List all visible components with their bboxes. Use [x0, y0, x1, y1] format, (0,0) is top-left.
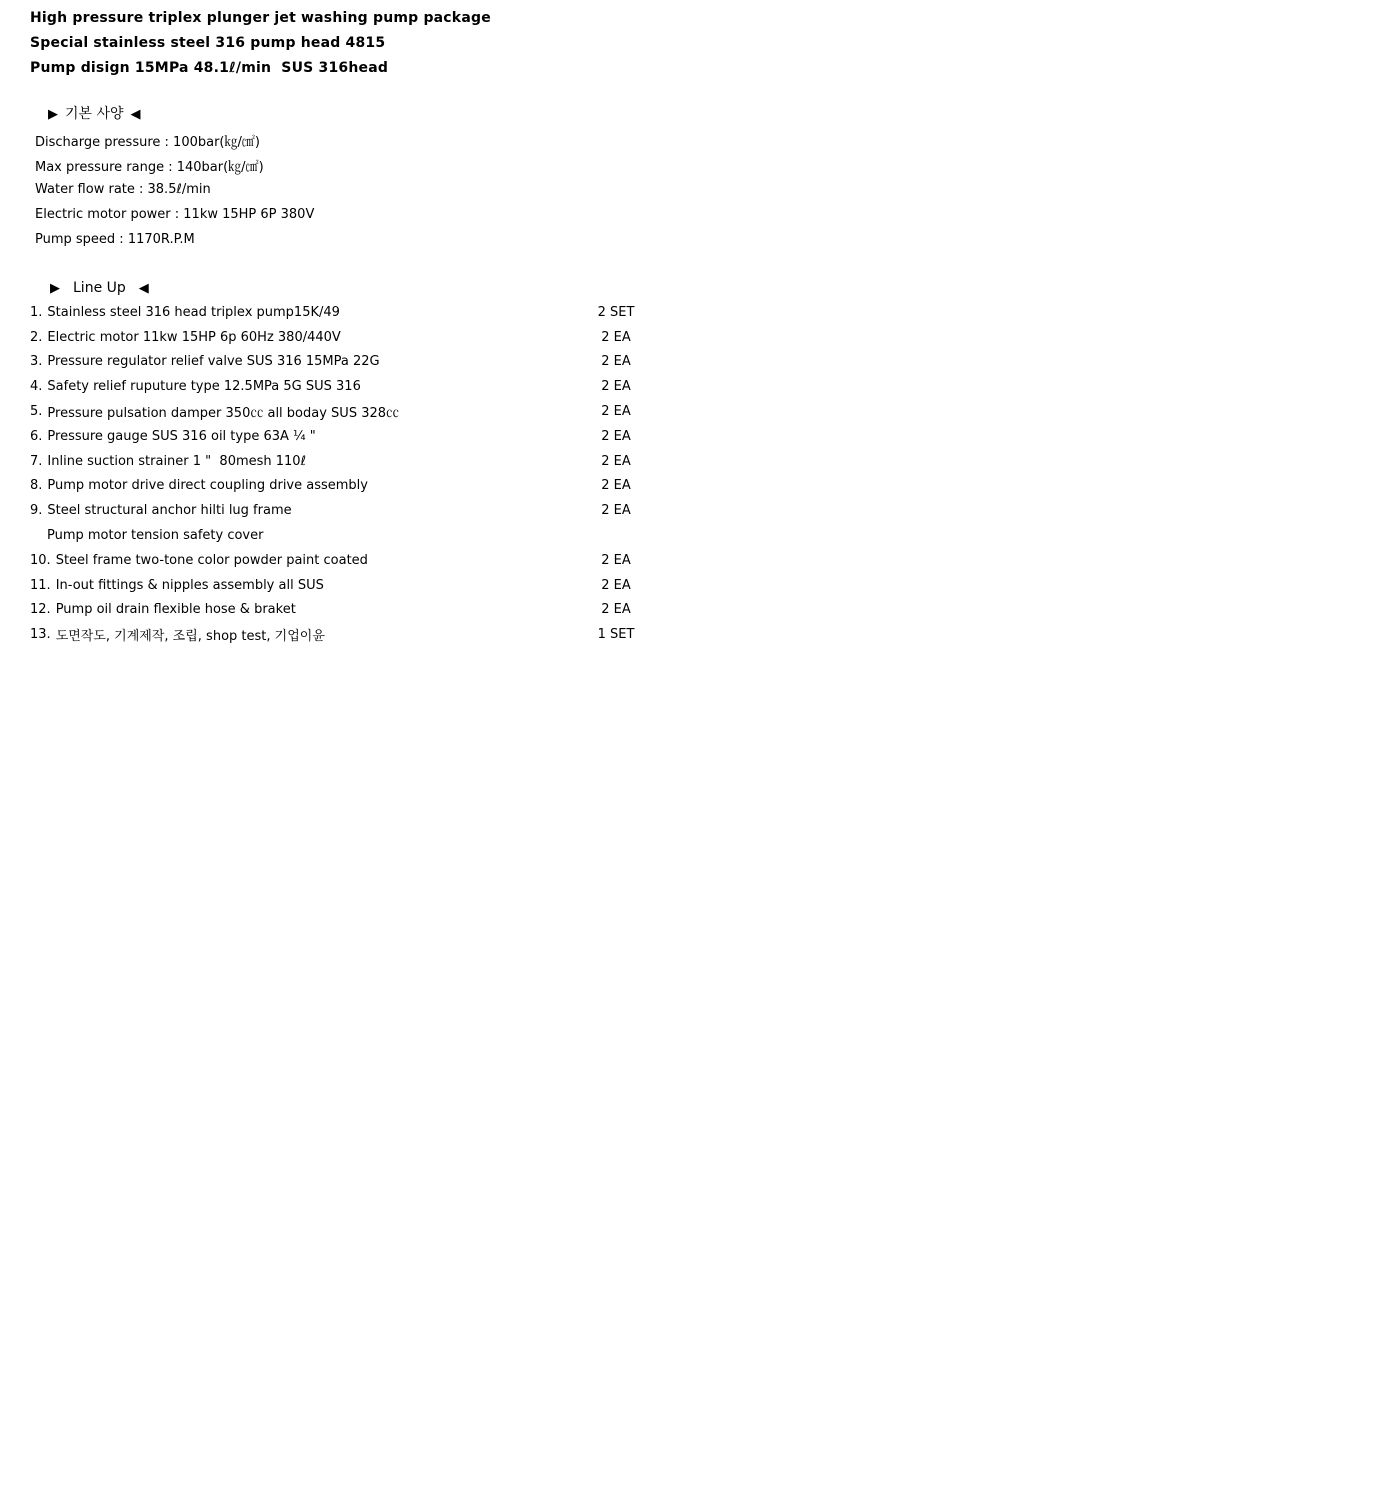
document-title-line-1: High pressure triplex plunger jet washing pump package — [30, 10, 491, 26]
lineup-item-quantity: 2 EA — [601, 354, 631, 370]
specs-section-title-label: 기본 사양 — [65, 106, 124, 122]
lineup-item-quantity: 2 SET — [597, 304, 635, 320]
lineup-row — [30, 622, 646, 647]
lineup-row — [30, 399, 646, 424]
lineup-item-number: 13. — [30, 627, 51, 643]
document-title-block — [30, 6, 491, 81]
document-title-line-3: Pump disign 15MPa 48.1ℓ/min SUS 316head — [30, 60, 389, 76]
right-triangle-icon: ▶ — [48, 107, 58, 122]
left-triangle-icon: ◀ — [138, 281, 149, 296]
lineup-item-number: 4. — [30, 379, 43, 395]
lineup-item-quantity: 2 EA — [601, 379, 631, 395]
lineup-item-description: Pressure pulsation damper 350㏄ all boday SUS 328㏄ — [47, 406, 400, 422]
lineup-item-description: Safety relief ruputure type 12.5MPa 5G SUS 316 — [47, 379, 361, 395]
lineup-row — [30, 598, 646, 623]
lineup-row — [30, 449, 646, 474]
lineup-item-quantity: 2 EA — [601, 602, 631, 618]
lineup-item-description: Electric motor 11kw 15HP 6p 60Hz 380/440V — [47, 329, 341, 345]
lineup-item-description: 도면작도, 기계제작, 조립, shop test, 기업이윤 — [55, 629, 325, 645]
spec-line: Max pressure range : 140bar(㎏/㎠) — [35, 159, 264, 175]
lineup-item-description: Steel structural anchor hilti lug frame — [47, 503, 292, 519]
lineup-row — [30, 325, 646, 350]
lineup-item-description: Pump motor tension safety cover — [47, 528, 264, 544]
lineup-item-description: Stainless steel 316 head triplex pump15K/49 — [47, 304, 340, 320]
lineup-item-number: 10. — [30, 552, 51, 568]
lineup-item-quantity: 2 EA — [601, 577, 631, 593]
lineup-section-title-label: Line Up — [73, 280, 126, 296]
lineup-item-description: Pressure gauge SUS 316 oil type 63A ¼ " — [47, 428, 316, 444]
lineup-item-description: In-out fittings & nipples assembly all SUS — [55, 577, 324, 593]
lineup-row — [30, 498, 646, 523]
lineup-item-number: 12. — [30, 602, 51, 618]
lineup-item-number: 5. — [30, 404, 43, 420]
lineup-item-number: 1. — [30, 304, 43, 320]
lineup-section-title — [50, 279, 149, 298]
spec-list — [35, 128, 314, 252]
lineup-item-number: 9. — [30, 503, 43, 519]
lineup-item-number: 3. — [30, 354, 43, 370]
lineup-item-number: 7. — [30, 453, 43, 469]
specs-section-title — [48, 105, 141, 124]
lineup-list — [30, 300, 646, 647]
lineup-row — [30, 573, 646, 598]
lineup-row — [30, 350, 646, 375]
lineup-item-number: 11. — [30, 577, 51, 593]
left-triangle-icon: ◀ — [130, 107, 141, 122]
lineup-item-description: Pump motor drive direct coupling drive assembly — [47, 478, 368, 494]
lineup-row — [30, 474, 646, 499]
document-title-line-2: Special stainless steel 316 pump head 4815 — [30, 35, 386, 51]
lineup-item-quantity: 2 EA — [601, 503, 631, 519]
lineup-item-quantity: 2 EA — [601, 453, 631, 469]
lineup-row — [30, 374, 646, 399]
lineup-item-quantity: 2 EA — [601, 478, 631, 494]
lineup-item-description: Inline suction strainer 1 " 80mesh 110ℓ — [47, 453, 306, 469]
lineup-item-quantity: 1 SET — [597, 627, 635, 643]
lineup-item-number: 8. — [30, 478, 43, 494]
lineup-item-description: Pressure regulator relief valve SUS 316 15MPa 22G — [47, 354, 380, 370]
lineup-item-number: 6. — [30, 428, 43, 444]
lineup-item-description: Steel frame two-tone color powder paint coated — [55, 552, 368, 568]
right-triangle-icon: ▶ — [50, 281, 60, 296]
lineup-row — [30, 523, 646, 548]
lineup-item-quantity: 2 EA — [601, 329, 631, 345]
spec-line: Water flow rate : 38.5ℓ/min — [35, 182, 211, 198]
spec-line: Electric motor power : 11kw 15HP 6P 380V — [35, 207, 315, 223]
lineup-item-quantity: 2 EA — [601, 404, 631, 420]
lineup-item-number: 2. — [30, 329, 43, 345]
lineup-row — [30, 424, 646, 449]
spec-line: Discharge pressure : 100bar(㎏/㎠) — [35, 134, 260, 150]
lineup-item-quantity: 2 EA — [601, 428, 631, 444]
spec-line: Pump speed : 1170R.P.M — [35, 232, 195, 248]
lineup-item-quantity: 2 EA — [601, 552, 631, 568]
lineup-item-description: Pump oil drain flexible hose & braket — [55, 602, 296, 618]
lineup-row — [30, 548, 646, 573]
lineup-row — [30, 300, 646, 325]
